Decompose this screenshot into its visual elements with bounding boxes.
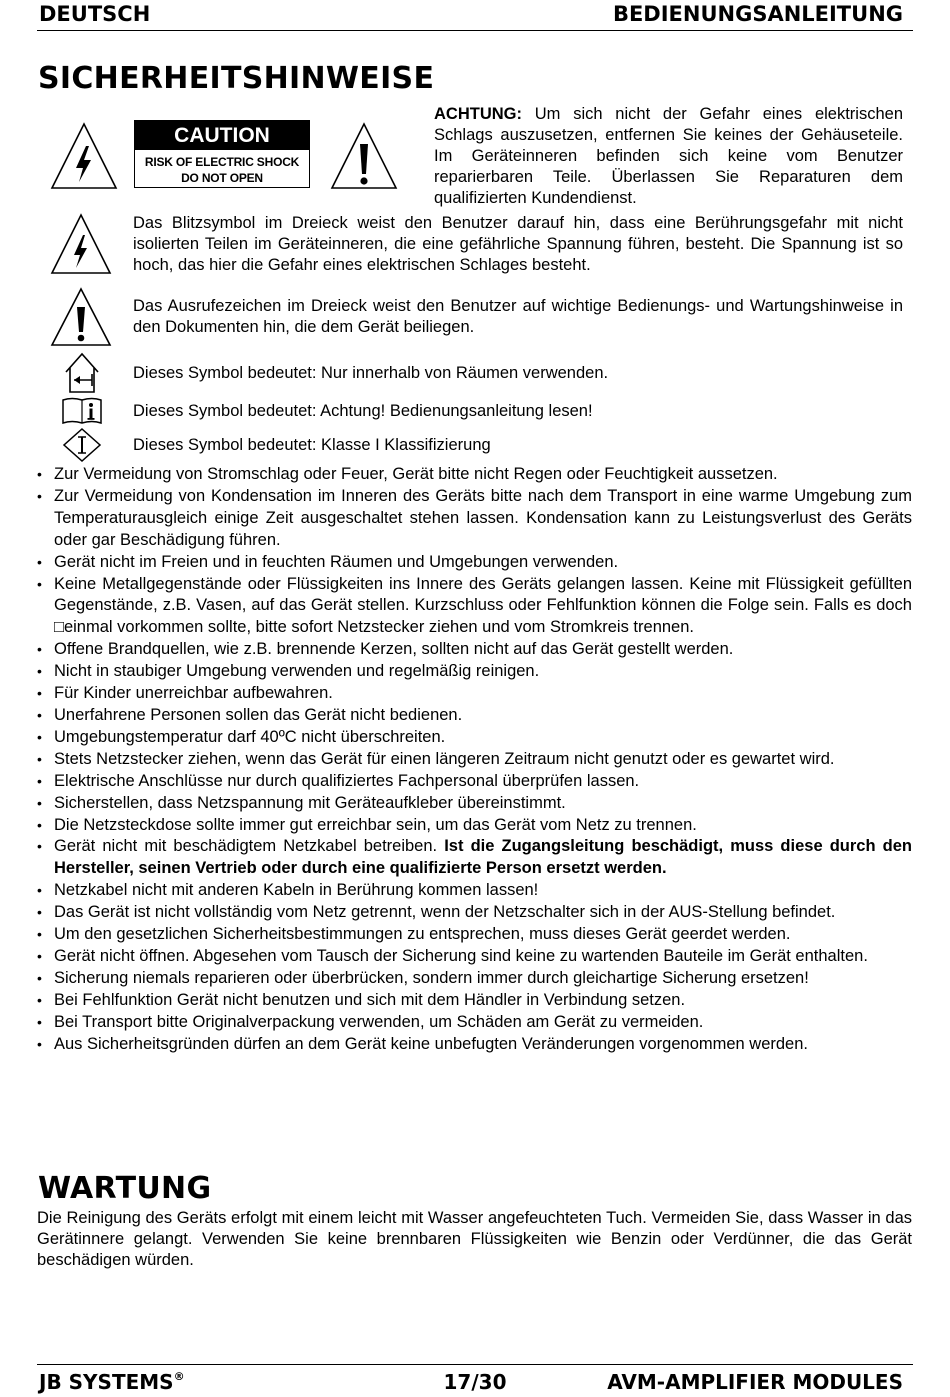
indoor-paragraph: Dieses Symbol bedeutet: Nur innerhalb von Räumen verwenden. xyxy=(133,364,609,382)
lightning-paragraph: Das Blitzsymbol im Dreieck weist den Benutzer darauf hin, dass eine Berührungsgefahr mit nicht isolierten Teilen im Geräteinneren, die eine gefährliche Spannung führen, besteht. Die Spannung ist so hoch, das hier die Gefahr eines elektrischen Schlages besteht. xyxy=(133,214,903,274)
maintenance-paragraph: Die Reinigung des Geräts erfolgt mit einem leicht mit Wasser angefeuchteten Tuch. Vermeiden Sie, dass Wasser in das Gerätinnere gelangt. Verwenden Sie keine brennbaren Flüssigkeiten wie Benzin oder Verdünner, die das Gerät beschädigen würden. xyxy=(37,1209,912,1269)
maintenance-title: WARTUNG xyxy=(38,1171,212,1206)
list-item: • Umgebungstemperatur darf 40ºC nicht überschreiten. xyxy=(37,727,912,749)
list-item: • Sicherung niemals reparieren oder überbrücken, sondern immer durch gleichartige Sicherung ersetzen! xyxy=(37,968,912,990)
safety-bullet-list xyxy=(37,464,912,1055)
list-item: • Nicht in staubiger Umgebung verwenden und regelmäßig reinigen. xyxy=(37,661,912,683)
list-item: • Zur Vermeidung von Stromschlag oder Feuer, Gerät bitte nicht Regen oder Feuchtigkeit aussetzen. xyxy=(37,464,912,486)
lightning-triangle-icon xyxy=(50,122,118,190)
list-item: • Zur Vermeidung von Kondensation im Inneren des Geräts bitte nach dem Transport in eine warme Umgebung zum Temperaturausgleich einige Zeit ausgeschaltet stehen lassen. Kondensation kann zu Leistungsverlust des Geräts oder gar Beschädigung führen. xyxy=(37,486,912,552)
manual-paragraph: Dieses Symbol bedeutet: Achtung! Bedienungsanleitung lesen! xyxy=(133,402,593,420)
achtung-paragraph xyxy=(434,104,903,209)
read-manual-icon xyxy=(60,396,104,426)
caution-line-2: DO NOT OPEN xyxy=(181,171,263,185)
list-item-text: Gerät nicht mit beschädigtem Netzkabel betreiben. xyxy=(54,837,445,856)
list-item: • Gerät nicht im Freien und in feuchten Räumen und Umgebungen verwenden. xyxy=(37,552,912,574)
list-item: • Stets Netzstecker ziehen, wenn das Gerät für einen längeren Zeitraum nicht genutzt oder es gewartet wird. xyxy=(37,749,912,771)
list-item: • Netzkabel nicht mit anderen Kabeln in Berührung kommen lassen! xyxy=(37,880,912,902)
list-item: • Offene Brandquellen, wie z.B. brennende Kerzen, sollten nicht auf das Gerät gestellt werden. xyxy=(37,639,912,661)
page-number: 17/30 xyxy=(443,1370,507,1394)
list-item: • Aus Sicherheitsgründen dürfen an dem Gerät keine unbefugten Veränderungen vorgenommen werden. xyxy=(37,1034,912,1056)
class1-paragraph: Dieses Symbol bedeutet: Klasse I Klassifizierung xyxy=(133,436,491,454)
indoor-use-icon xyxy=(62,350,102,394)
header-rule xyxy=(37,30,913,31)
caution-label xyxy=(134,120,310,188)
class-1-icon xyxy=(62,427,102,463)
list-item: • Gerät nicht öffnen. Abgesehen vom Tausch der Sicherung sind keine zu wartenden Bauteile im Gerät enthalten. xyxy=(37,946,912,968)
footer-product: AVM-AMPLIFIER MODULES xyxy=(607,1370,903,1394)
exclamation-paragraph: Das Ausrufezeichen im Dreieck weist den Benutzer auf wichtige Bedienungs- und Wartungshinweise in den Dokumenten hin, die dem Gerät beiliegen. xyxy=(133,297,903,336)
page-header xyxy=(37,2,913,28)
lightning-triangle-icon xyxy=(50,213,112,275)
safety-title: SICHERHEITSHINWEISE xyxy=(38,61,435,96)
achtung-lead: ACHTUNG: xyxy=(434,105,522,123)
header-language: DEUTSCH xyxy=(39,2,151,26)
caution-title: CAUTION xyxy=(135,121,309,150)
exclamation-triangle-icon xyxy=(50,287,112,347)
footer-rule xyxy=(37,1364,913,1365)
brand-name: JB SYSTEMS xyxy=(39,1370,174,1394)
page-footer xyxy=(37,1370,913,1396)
list-item xyxy=(37,836,912,880)
list-item: • Bei Fehlfunktion Gerät nicht benutzen und sich mit dem Händler in Verbindung setzen. xyxy=(37,990,912,1012)
list-item: • Bei Transport bitte Originalverpackung verwenden, um Schäden am Gerät zu vermeiden. xyxy=(37,1012,912,1034)
list-item: • Um den gesetzlichen Sicherheitsbestimmungen zu entsprechen, muss dieses Gerät geerdet werden. xyxy=(37,924,912,946)
exclamation-triangle-icon xyxy=(330,122,398,190)
header-doc-type: BEDIENUNGSANLEITUNG xyxy=(612,2,903,26)
list-item: • Für Kinder unerreichbar aufbewahren. xyxy=(37,683,912,705)
list-item: • Keine Metallgegenstände oder Flüssigkeiten ins Innere des Geräts gelangen lassen. Keine mit Flüssigkeit gefüllten Gegenstände, z.B. Vasen, auf das Gerät stellen. Kurzschluss oder Fehlfunktion können die Folge sein. Falls es doch □einmal vorkommen sollte, bitte sofort Netzstecker ziehen und vom Stromkreis trennen. xyxy=(37,574,912,640)
list-item-bold-text: Ist die Zugangsleitung beschädigt, muss diese durch den Hersteller, seinen Vertrieb oder durch eine qualifizierte Person ersetzt werden. xyxy=(54,837,912,878)
achtung-text: Um sich nicht der Gefahr eines elektrischen Schlags auszusetzen, entfernen Sie keines der Gehäuseteile. Im Geräteinneren befinden sich keine vom Benutzer reparierbaren Teile. Überlassen Sie Reparaturen dem qualifizierten Kundendienst. xyxy=(434,105,903,207)
registered-mark: ® xyxy=(173,1370,185,1383)
list-item: • Elektrische Anschlüsse nur durch qualifiziertes Fachpersonal überprüfen lassen. xyxy=(37,771,912,793)
list-item: • Die Netzsteckdose sollte immer gut erreichbar sein, um das Gerät vom Netz zu trennen. xyxy=(37,815,912,837)
list-item: • Das Gerät ist nicht vollständig vom Netz getrennt, wenn der Netzschalter sich in der AUS-Stellung befindet. xyxy=(37,902,912,924)
caution-line-1: RISK OF ELECTRIC SHOCK xyxy=(144,155,300,169)
list-item: • Sicherstellen, dass Netzspannung mit Geräteaufkleber übereinstimmt. xyxy=(37,793,912,815)
list-item: • Unerfahrene Personen sollen das Gerät nicht bedienen. xyxy=(37,705,912,727)
